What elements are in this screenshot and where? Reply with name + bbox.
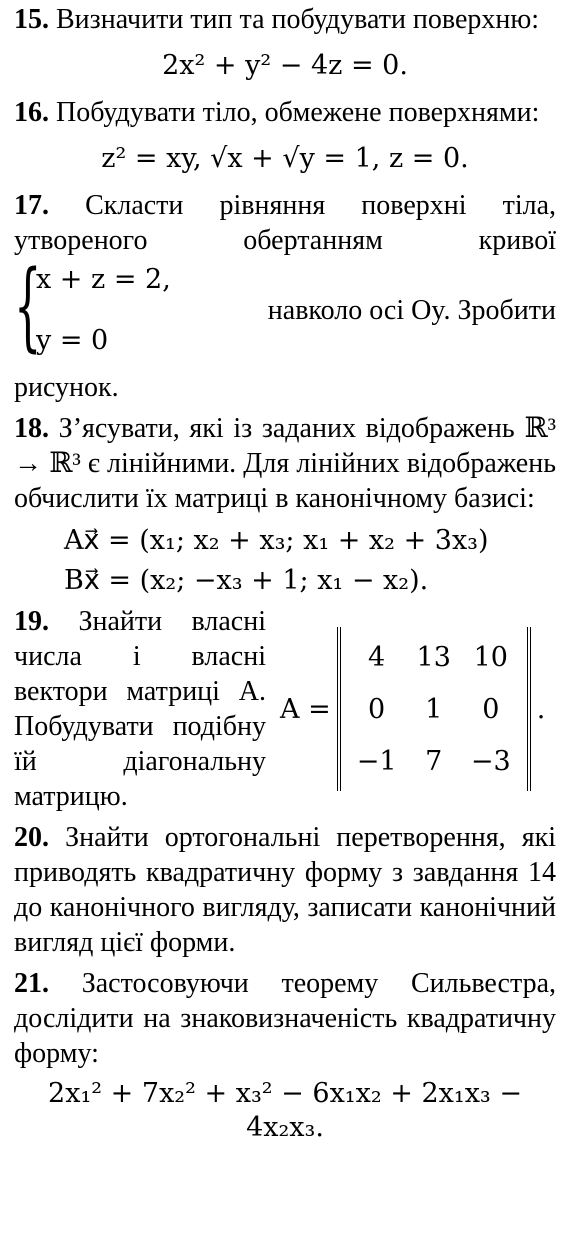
matrix-cell: 4 (368, 641, 386, 673)
problem-16 (14, 95, 556, 176)
formula: 2x² + y² − 4z = 0. (162, 50, 408, 81)
problem-text: Знайти власні числа і власні вектори матриці A. Побудувати подібну їй діагональну матрицю. (14, 606, 266, 812)
equation-system (14, 250, 556, 362)
matrix-cell: 13 (416, 641, 451, 673)
system-line-2: y = 0 (36, 325, 109, 356)
matrix-end: . (536, 693, 546, 725)
matrix-cell: −1 (356, 745, 397, 777)
problem-text: Визначити тип та побудувати поверхню: (56, 4, 540, 35)
problem-number: 17. (14, 190, 49, 221)
formula: 2x₁² + 7x₂² + x₃² − 6x₁x₂ + 2x₁x₃ − 4x₂x₃. (48, 1078, 522, 1143)
problem-15 (14, 2, 556, 83)
problem-number: 15. (14, 4, 49, 35)
matrix-cell: 0 (482, 693, 500, 725)
problem-number: 16. (14, 97, 49, 128)
problem-text: Побудувати тіло, обмежене поверхнями: (56, 97, 540, 128)
matrix-cell: 0 (368, 693, 386, 725)
matrix-block (266, 604, 556, 814)
system-caption: навколо осі Oy. Зробити (267, 294, 556, 326)
formula-a: Ax⃗ = (x₁; x₂ + x₃; x₁ + x₂ + 3x₃) (64, 525, 489, 556)
problem-text: Застосовуючи теорему Сильвестра, дослідити на знаковизначеність квадратичну форму: (14, 968, 556, 1069)
problem-18 (14, 411, 556, 598)
problem-21 (14, 966, 556, 1145)
matrix-cell: −3 (470, 745, 511, 777)
matrix-label: A = (280, 693, 331, 725)
problem-text: Скласти рівняння поверхні тіла, утвореного обертанням кривої (14, 190, 556, 256)
problem-text: З’ясувати, які із заданих відображень ℝ³ → ℝ³ є лінійними. Для лінійних відображень обчислити їх матриці в канонічному базисі: (14, 413, 557, 514)
problem-17 (14, 188, 556, 405)
problem-text: Знайти ортогональні перетворення, які приводять квадратичну форму з завдання 14 до канонічного вигляду, записати канонічний вигляд цієї форми. (14, 822, 556, 958)
matrix-cell: 1 (425, 693, 443, 725)
formula-b: Bx⃗ = (x₂; −x₃ + 1; x₁ − x₂). (64, 565, 429, 596)
problem-number: 21. (14, 968, 49, 999)
matrix-cell: 10 (473, 641, 508, 673)
problem-tail: рисунок. (14, 372, 119, 403)
matrix-cell: 7 (425, 745, 443, 777)
problem-19 (14, 604, 556, 814)
left-brace-icon: { (14, 250, 42, 362)
matrix (337, 627, 531, 791)
formula: z² = xy, √x + √y = 1, z = 0. (101, 143, 469, 174)
problem-number: 19. (14, 606, 49, 637)
problem-20 (14, 820, 556, 960)
problem-number: 18. (14, 413, 49, 444)
problem-number: 20. (14, 822, 49, 853)
system-line-1: x + z = 2, (36, 264, 171, 295)
